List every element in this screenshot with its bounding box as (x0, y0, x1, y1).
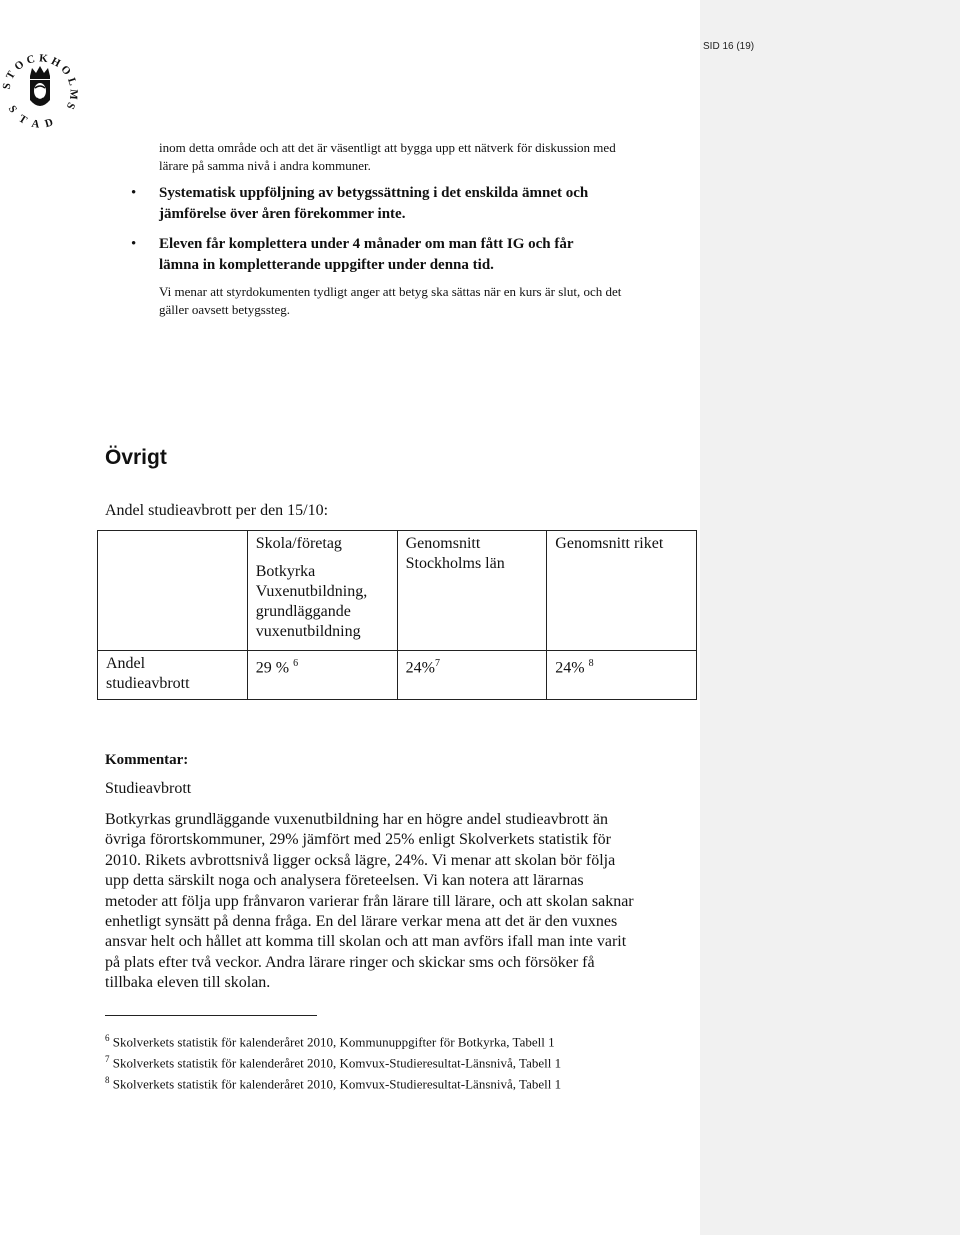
footnote-ref: 6 (293, 658, 299, 669)
logo-letter: T (3, 69, 19, 82)
logo-letter: O (12, 58, 27, 73)
continuation-paragraph: inom detta område och att det är väsentligt att bygga upp ett nätverk för diskussion med lärare på samma nivå i andra kommuner. (159, 140, 616, 173)
logo-letter: H (49, 55, 63, 70)
comment-subheading: Studieavbrott (105, 780, 192, 797)
school-description: Botkyrka Vuxenutbildning, grundläggande vuxenutbildning (255, 563, 368, 640)
value-cell-national: 24% $^8$ (547, 651, 697, 700)
section-heading: Övrigt (105, 446, 167, 469)
value-cell-county: 24%$^7$ (397, 651, 547, 700)
logo-letter: S (0, 82, 14, 91)
footnote: $^6$ Skolverkets statistik för kalenderåret 2010, Kommunuppgifter för Botkyrka, Tabell 1 (105, 1033, 555, 1050)
logo-letter: C (25, 52, 37, 67)
logo-letter: S (5, 103, 20, 116)
school-header-cell: Skola/företag Botkyrka Vuxenutbildning, grundläggande vuxenutbildning (247, 531, 397, 651)
bullet-item: • Eleven får komplettera under 4 månader om man fått IG och får lämna in kompletterande uppgifter under denna tid. (131, 236, 574, 273)
page-margin-panel (700, 0, 960, 1235)
table-intro: Andel studieavbrott per den 15/10: (105, 502, 329, 519)
comment-body: Botkyrkas grundläggande vuxenutbildning har en högre andel studieavbrott än övriga förortskommuner, 29% jämfört med 25% enligt Skolverkets statistik för 2010. Rikets avbrottsnivå ligger också lägre, 24%. Vi menar att skolan bör följa upp detta särskilt noga och analysera företeelsen. Vi kan notera att lärarnas metoder att följa upp frånvaron varierar från lärare till lärare, och att skolan saknar enhetligt synsätt på denna fråga. En del lärare verkar mena att det är den vuxnes ansvar helt och hållet att komma till skolan och att man avförs ifall man inte varit på plats efter två veckor. Andra lärare ringer och skickar sms och försöker få tillbaka eleven till skolan. (105, 811, 634, 992)
footnote: $^8$ Skolverkets statistik för kalenderåret 2010, Komvux-Studieresultat-Länsnivå, Tabell 1 (105, 1075, 562, 1092)
st-erik-head-icon (30, 80, 50, 106)
logo-letter: S (63, 100, 78, 111)
crown-icon (30, 66, 50, 79)
logo-letter: K (38, 52, 49, 66)
stockholms-stad-logo (0, 40, 84, 136)
table-row (98, 651, 697, 700)
bullet-item: • Systematisk uppföljning av betygssättning i det enskilda ämnet och jämförelse över åren förekommer inte. (131, 185, 589, 222)
national-header-cell: Genomsnitt riket (547, 531, 697, 651)
logo-letter: T (16, 112, 30, 127)
county-header-cell: Genomsnitt Stockholms län (397, 531, 547, 651)
footnote-ref: 7 (434, 658, 440, 669)
dropout-table (97, 530, 697, 700)
empty-cell (98, 531, 248, 651)
note-paragraph: Vi menar att styrdokumenten tydligt anger att betyg ska sättas när en kurs är slut, och det gäller oavsett betygssteg. (159, 284, 622, 317)
row-label-cell: Andel studieavbrott (98, 651, 248, 700)
bullet-icon: • (131, 185, 137, 201)
logo-letter: A (30, 117, 41, 131)
logo-letter: O (58, 63, 74, 78)
table-header-row (98, 531, 697, 651)
logo-letter: D (43, 116, 55, 131)
footnote-ref: 8 (588, 658, 594, 669)
footnote-divider (105, 1015, 317, 1016)
logo-letter: L (65, 76, 79, 88)
bullet-icon: • (131, 236, 137, 252)
footnote: $^7$ Skolverkets statistik för kalenderåret 2010, Komvux-Studieresultat-Länsnivå, Tabell 1 (105, 1054, 562, 1071)
comment-label: Kommentar: (105, 752, 189, 768)
value-cell-school: 29 % $^6$ (247, 651, 397, 700)
page-number: SID 16 (19) (703, 41, 755, 52)
logo-letter: M (67, 88, 80, 100)
